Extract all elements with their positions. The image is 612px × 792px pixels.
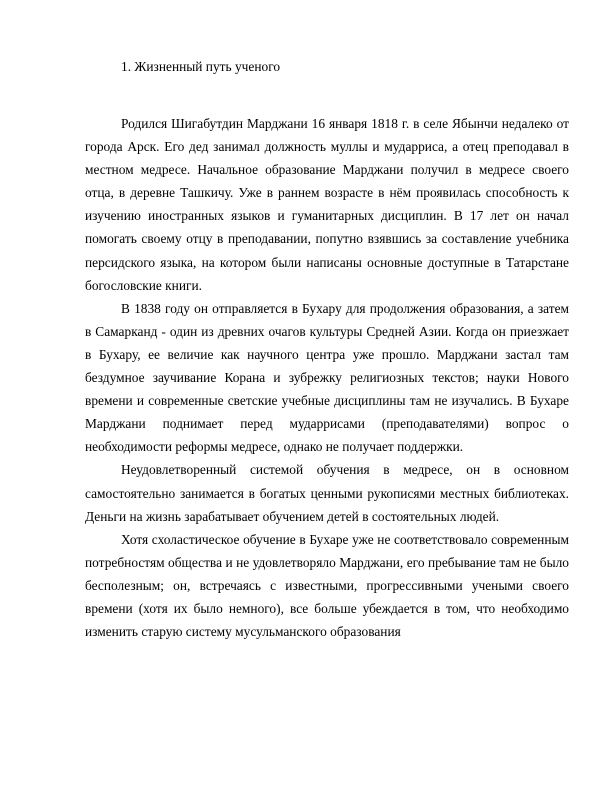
paragraph-bukhara: В 1838 году он отправляется в Бухару для продолжения образования, а затем в Самарканд - один из древних очагов культуры Средней Азии. Когда он приезжает в Бухару, ее величие как научного центра уже прошло. Марджани застал там бездумное заучивание Корана и зубрежку религиозных текстов; науки Нового времени и современные светские учебные дисциплины там не изучались. В Бухаре Марджани поднимает перед мударрисами (преподавателями) вопрос о необходимости реформы медресе, однако не получает поддержки. (85, 300, 569, 455)
document-body (85, 56, 569, 643)
paragraph-birth: Родился Шигабутдин Марджани 16 января 1818 г. в селе Ябынчи недалеко от города Арск. Его дед занимал должность муллы и мударриса, а отец преподавал в местном медресе. Начальное образование Марджани получил в медресе своего отца, в деревне Ташкичу. Уже в раннем возрасте в нём проявилась способность к изучению иностранных языков и гуманитарных дисциплин. В 17 лет он начал помогать своему отцу в преподавании, попутно взявшись за составление учебника персидского языка, на котором были написаны основные доступные в Татарстане богословские книги. (85, 116, 569, 293)
section-heading: 1. Жизненный путь ученого (121, 59, 281, 74)
paragraph-reform: Хотя схоластическое обучение в Бухаре уже не соответствовало современным потребностям общества и не удовлетворяло Марджани, его пребывание там не было бесполезным; он, встречаясь с известными, прогрессивными учеными своего времени (хотя их было немного), все больше убеждается в том, что необходимо изменить старую систему мусульманского образования (85, 531, 569, 640)
paragraph-self-study: Неудовлетворенный системой обучения в медресе, он в основном самостоятельно занимается в богатых ценными рукописями местных библиотеках. Деньги на жизнь зарабатывает обучением детей в состоятельных людей. (85, 462, 569, 524)
heading-spacer (85, 78, 569, 112)
